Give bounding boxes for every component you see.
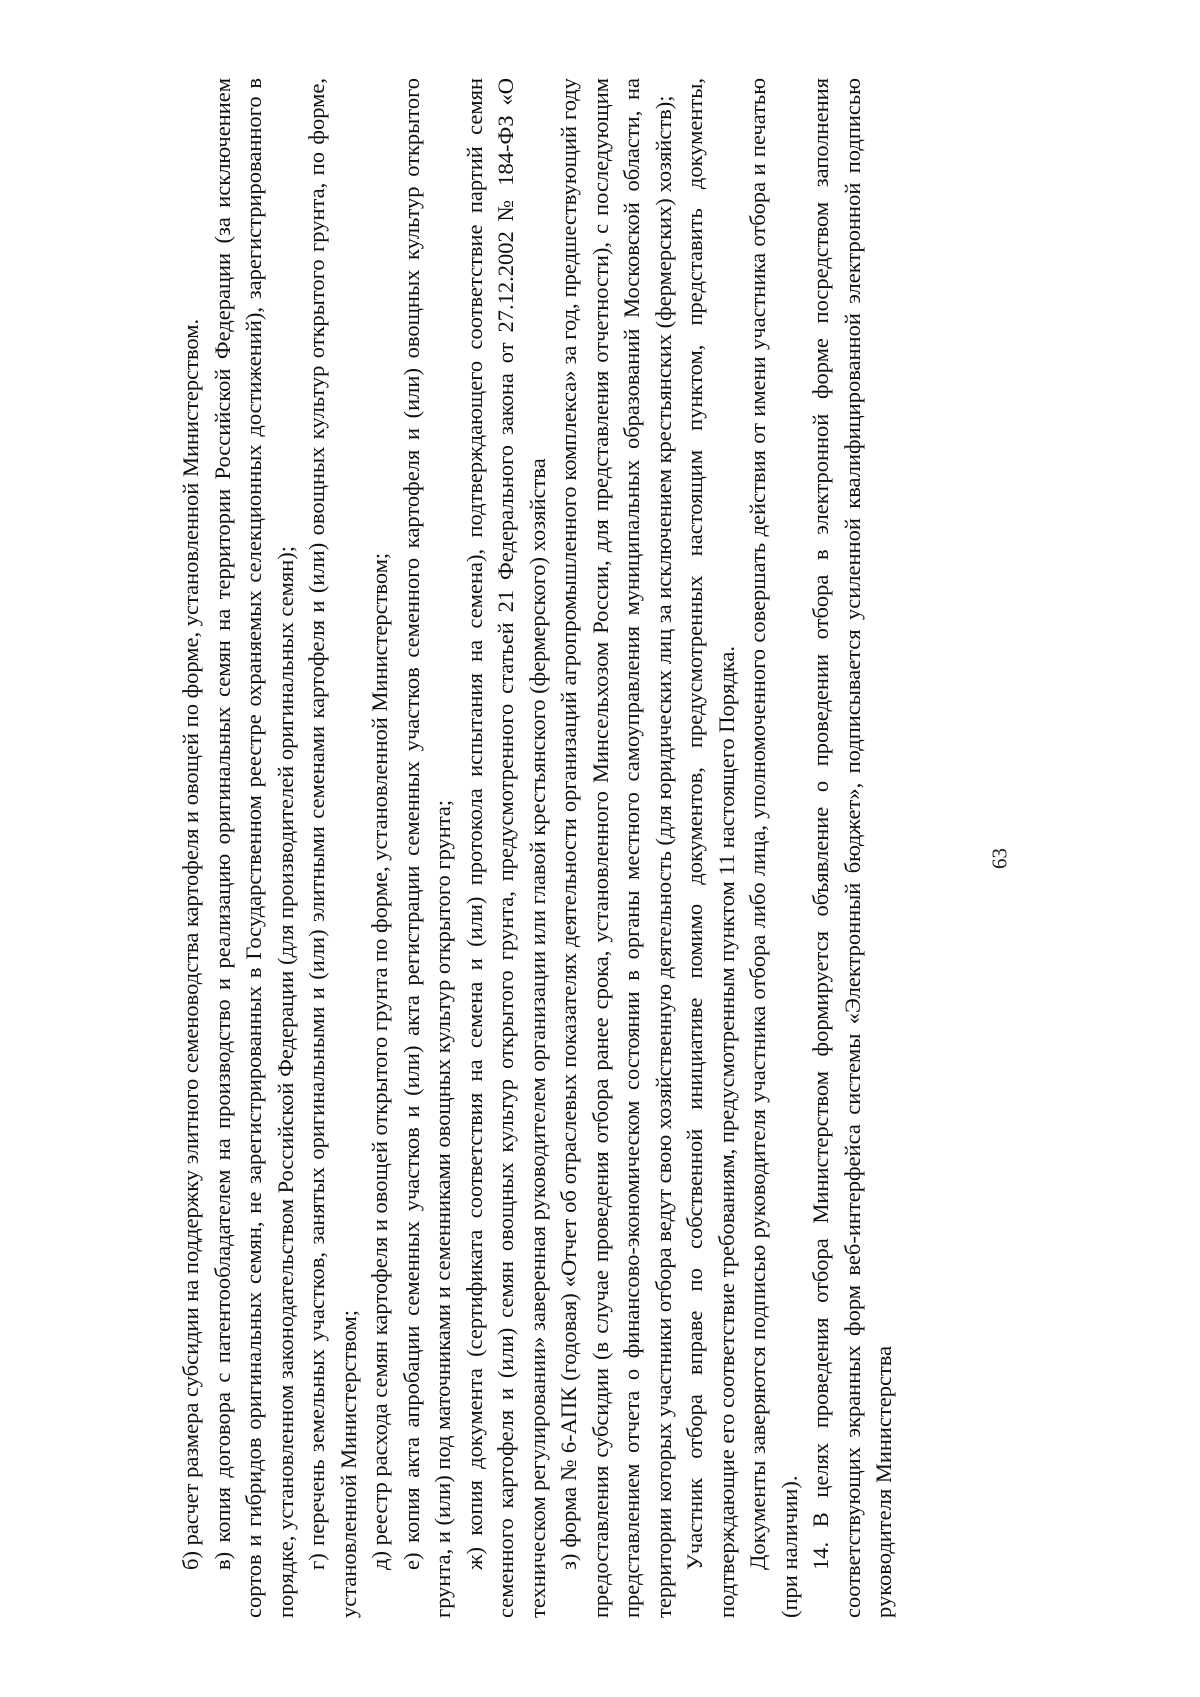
paragraph-z: з) форма № 6-АПК (годовая) «Отчет об отраслевых показателях деятельности организаций агропромышленного комплекса» за год, предшествующий году предоставления субсидии (в случае проведения отбора ранее срока, установленного Минсельхозом России, для представления отчетности), с последующим представлением отчета о финансово-экономическом состоянии в органы местного самоуправления муниципальных образований Московской области, на территории которых участники отбора ведут свою хозяйственную деятельность (для юридических лиц за исключением крестьянских (фермерских) хозяйств);: [556, 78, 676, 1618]
paragraph-own-initiative: Участник отбора вправе по собственной инициативе помимо документов, предусмотренных настоящим пунктом, представить документы, подтверждающие его соответствие требованиям, предусмотренным пунктом 11 настоящего Порядка.: [682, 78, 739, 1618]
paragraph-e: е) копия акта апробации семенных участков и (или) акта регистрации семенных участков семенного картофеля и (или) овощных культур открытого грунта, и (или) под маточниками и семенниками овощных культур открытого грунта;: [398, 78, 455, 1618]
paragraph-v: в) копия договора с патентообладателем на производство и реализацию оригинальных семян на территории Российской Федерации (за исключением сортов и гибридов оригинальных семян, не зарегистрированных в Государственном реестре охраняемых селекционных достижений), зарегистрированного в порядке, установленном законодательством Российской Федерации (для производителей оригинальных семян);: [209, 78, 298, 1618]
paragraph-14: 14. В целях проведения отбора Министерством формируется объявление о проведении отбора в электронной форме посредством заполнения соответствующих экранных форм веб-интерфейса системы «Электронный бюджет», подписывается усиленной квалифицированной электронной подписью руководителя Министерства: [808, 78, 896, 1618]
paragraph-zh: ж) копия документа (сертификата соответствия на семена и (или) протокола испытания на семена), подтверждающего соответствие партий семян семенного картофеля и (или) семян овощных культур открытого грунта, предусмотренного статьей 21 Федерального закона от 27.12.2002 № 184-ФЗ «О техническом регулировании» заверенная руководителем организации или главой крестьянского (фермерского) хозяйства: [461, 78, 550, 1618]
page-number: 63: [987, 848, 1012, 869]
paragraph-g: г) перечень земельных участков, занятых оригинальными и (или) элитными семенами картофеля и (или) овощных культур открытого грунта, по форме, установленной Министерством;: [304, 78, 361, 1618]
paragraph-d: д) реестр расхода семян картофеля и овощей открытого грунта по форме, установленной Министерством;: [367, 552, 392, 1570]
paragraph-certification: Документы заверяются подписью руководителя участника отбора либо лица, уполномоченного совершать действия от имени участника отбора и печатью (при наличии).: [745, 78, 802, 1618]
document-body: [175, 78, 1055, 1618]
paragraph-b: б) расчет размера субсидии на поддержку элитного семеноводства картофеля и овощей по форме, установленной Министерством.: [178, 318, 203, 1570]
